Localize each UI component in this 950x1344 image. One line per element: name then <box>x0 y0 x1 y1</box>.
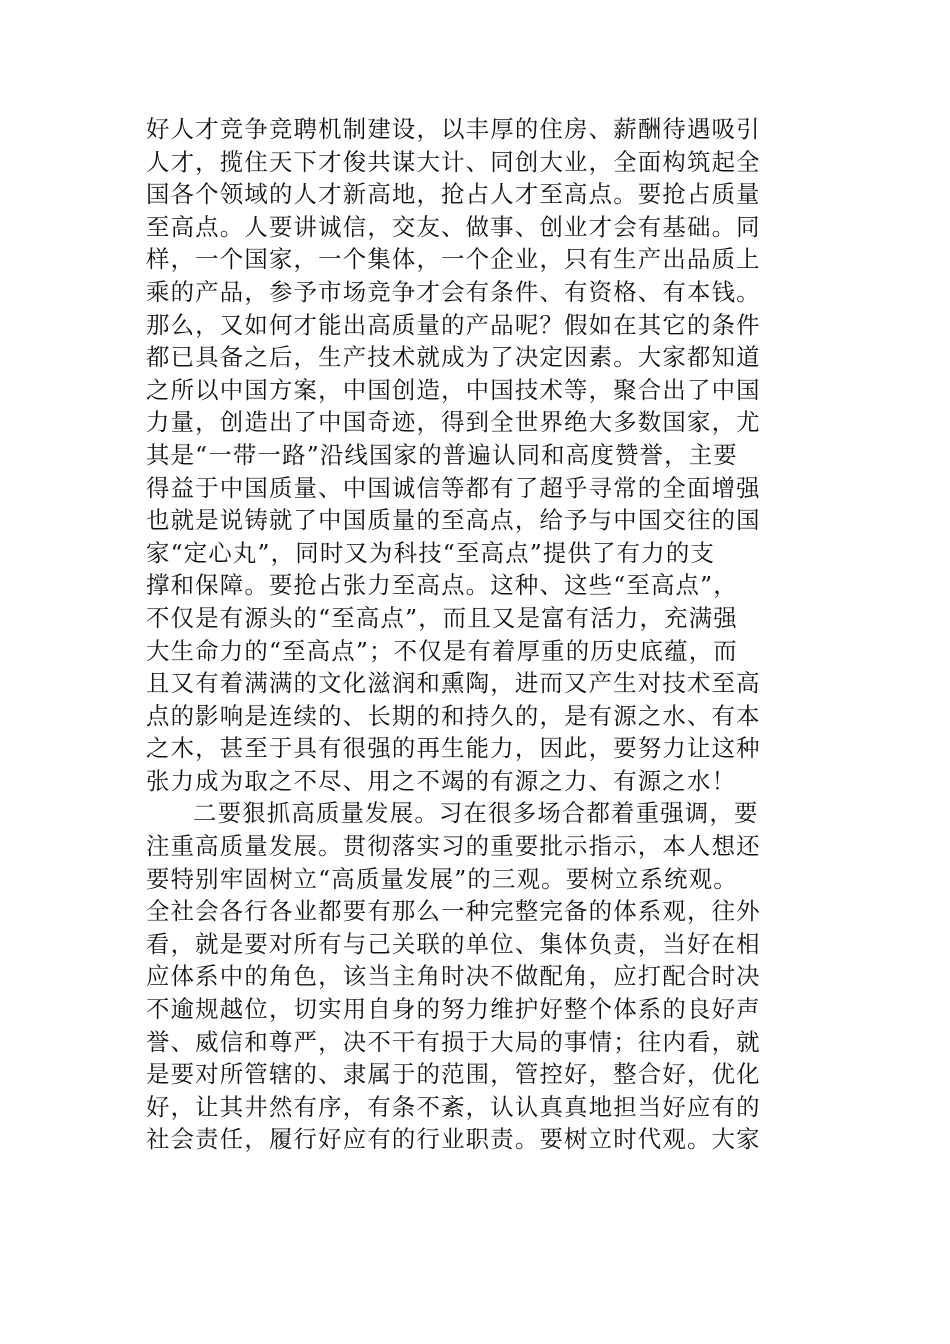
text-line: 不逾规越位，切实用自身的努力维护好整个体系的良好声 <box>146 995 761 1024</box>
text-line: 张力成为取之不尽、用之不竭的有源之力、有源之水！ <box>146 766 737 795</box>
text-line: 看，就是要对所有与己关联的单位、集体负责，当好在相 <box>146 929 761 958</box>
text-line: 且又有着满满的文化滋润和熏陶，进而又产生对技术至高 <box>146 669 761 698</box>
text-line: 样，一个国家，一个集体，一个企业，只有生产出品质上 <box>146 245 761 274</box>
text-line: 大生命力的“至高点”；不仅是有着厚重的历史底蕴，而 <box>146 636 738 665</box>
paragraph-start-line: 二要狠抓高质量发展。习在很多场合都着重强调，要 <box>193 799 759 828</box>
text-line: 力量，创造出了中国奇迹，得到全世界绝大多数国家，尤 <box>146 408 761 437</box>
text-line: 要特别牢固树立“高质量发展”的三观。要树立系统观。 <box>146 864 738 893</box>
text-line: 誉、威信和尊严，决不干有损于大局的事情；往内看，就 <box>146 1027 761 1056</box>
text-line: 家“定心丸”，同时又为科技“至高点”提供了有力的支 <box>146 538 716 567</box>
text-line: 是要对所管辖的、隶属于的范围，管控好，整合好，优化 <box>146 1060 761 1089</box>
text-line: 注重高质量发展。贯彻落实习的重要批示指示，本人想还 <box>146 832 761 861</box>
text-line: 那么，又如何才能出高质量的产品呢？假如在其它的条件 <box>146 310 761 339</box>
text-line: 不仅是有源头的“至高点”，而且又是富有活力，充满强 <box>146 603 738 632</box>
text-line: 撑和保障。要抢占张力至高点。这种、这些“至高点”， <box>146 571 738 600</box>
text-line: 社会责任，履行好应有的行业职责。要树立时代观。大家 <box>146 1125 761 1154</box>
text-line: 也就是说铸就了中国质量的至高点，给予与中国交往的国 <box>146 506 761 535</box>
text-line: 之木，甚至于具有很强的再生能力，因此，要努力让这种 <box>146 734 761 763</box>
body-text <box>146 113 806 1156</box>
text-line: 人才，揽住天下才俊共谋大计、同创大业，全面构筑起全 <box>146 147 761 176</box>
text-line: 都已具备之后，生产技术就成为了决定因素。大家都知道 <box>146 343 761 372</box>
text-line: 点的影响是连续的、长期的和持久的，是有源之水、有本 <box>146 701 761 730</box>
text-line: 好人才竞争竞聘机制建设，以丰厚的住房、薪酬待遇吸引 <box>146 115 761 143</box>
text-line: 全社会各行各业都要有那么一种完整完备的体系观，往外 <box>146 897 761 926</box>
text-line: 好，让其井然有序，有条不紊，认认真真地担当好应有的 <box>146 1092 761 1121</box>
text-line: 国各个领域的人才新高地，抢占人才至高点。要抢占质量 <box>146 180 761 209</box>
text-line: 至高点。人要讲诚信，交友、做事、创业才会有基础。同 <box>146 212 761 241</box>
text-line: 应体系中的角色，该当主角时决不做配角，应打配合时决 <box>146 962 761 991</box>
text-line: 乘的产品，参予市场竞争才会有条件、有资格、有本钱。 <box>146 277 761 306</box>
text-line: 得益于中国质量、中国诚信等都有了超乎寻常的全面增强 <box>146 473 761 502</box>
text-line: 其是“一带一路”沿线国家的普遍认同和高度赞誉，主要 <box>146 440 738 469</box>
text-line: 之所以中国方案，中国创造，中国技术等，聚合出了中国 <box>146 375 761 404</box>
